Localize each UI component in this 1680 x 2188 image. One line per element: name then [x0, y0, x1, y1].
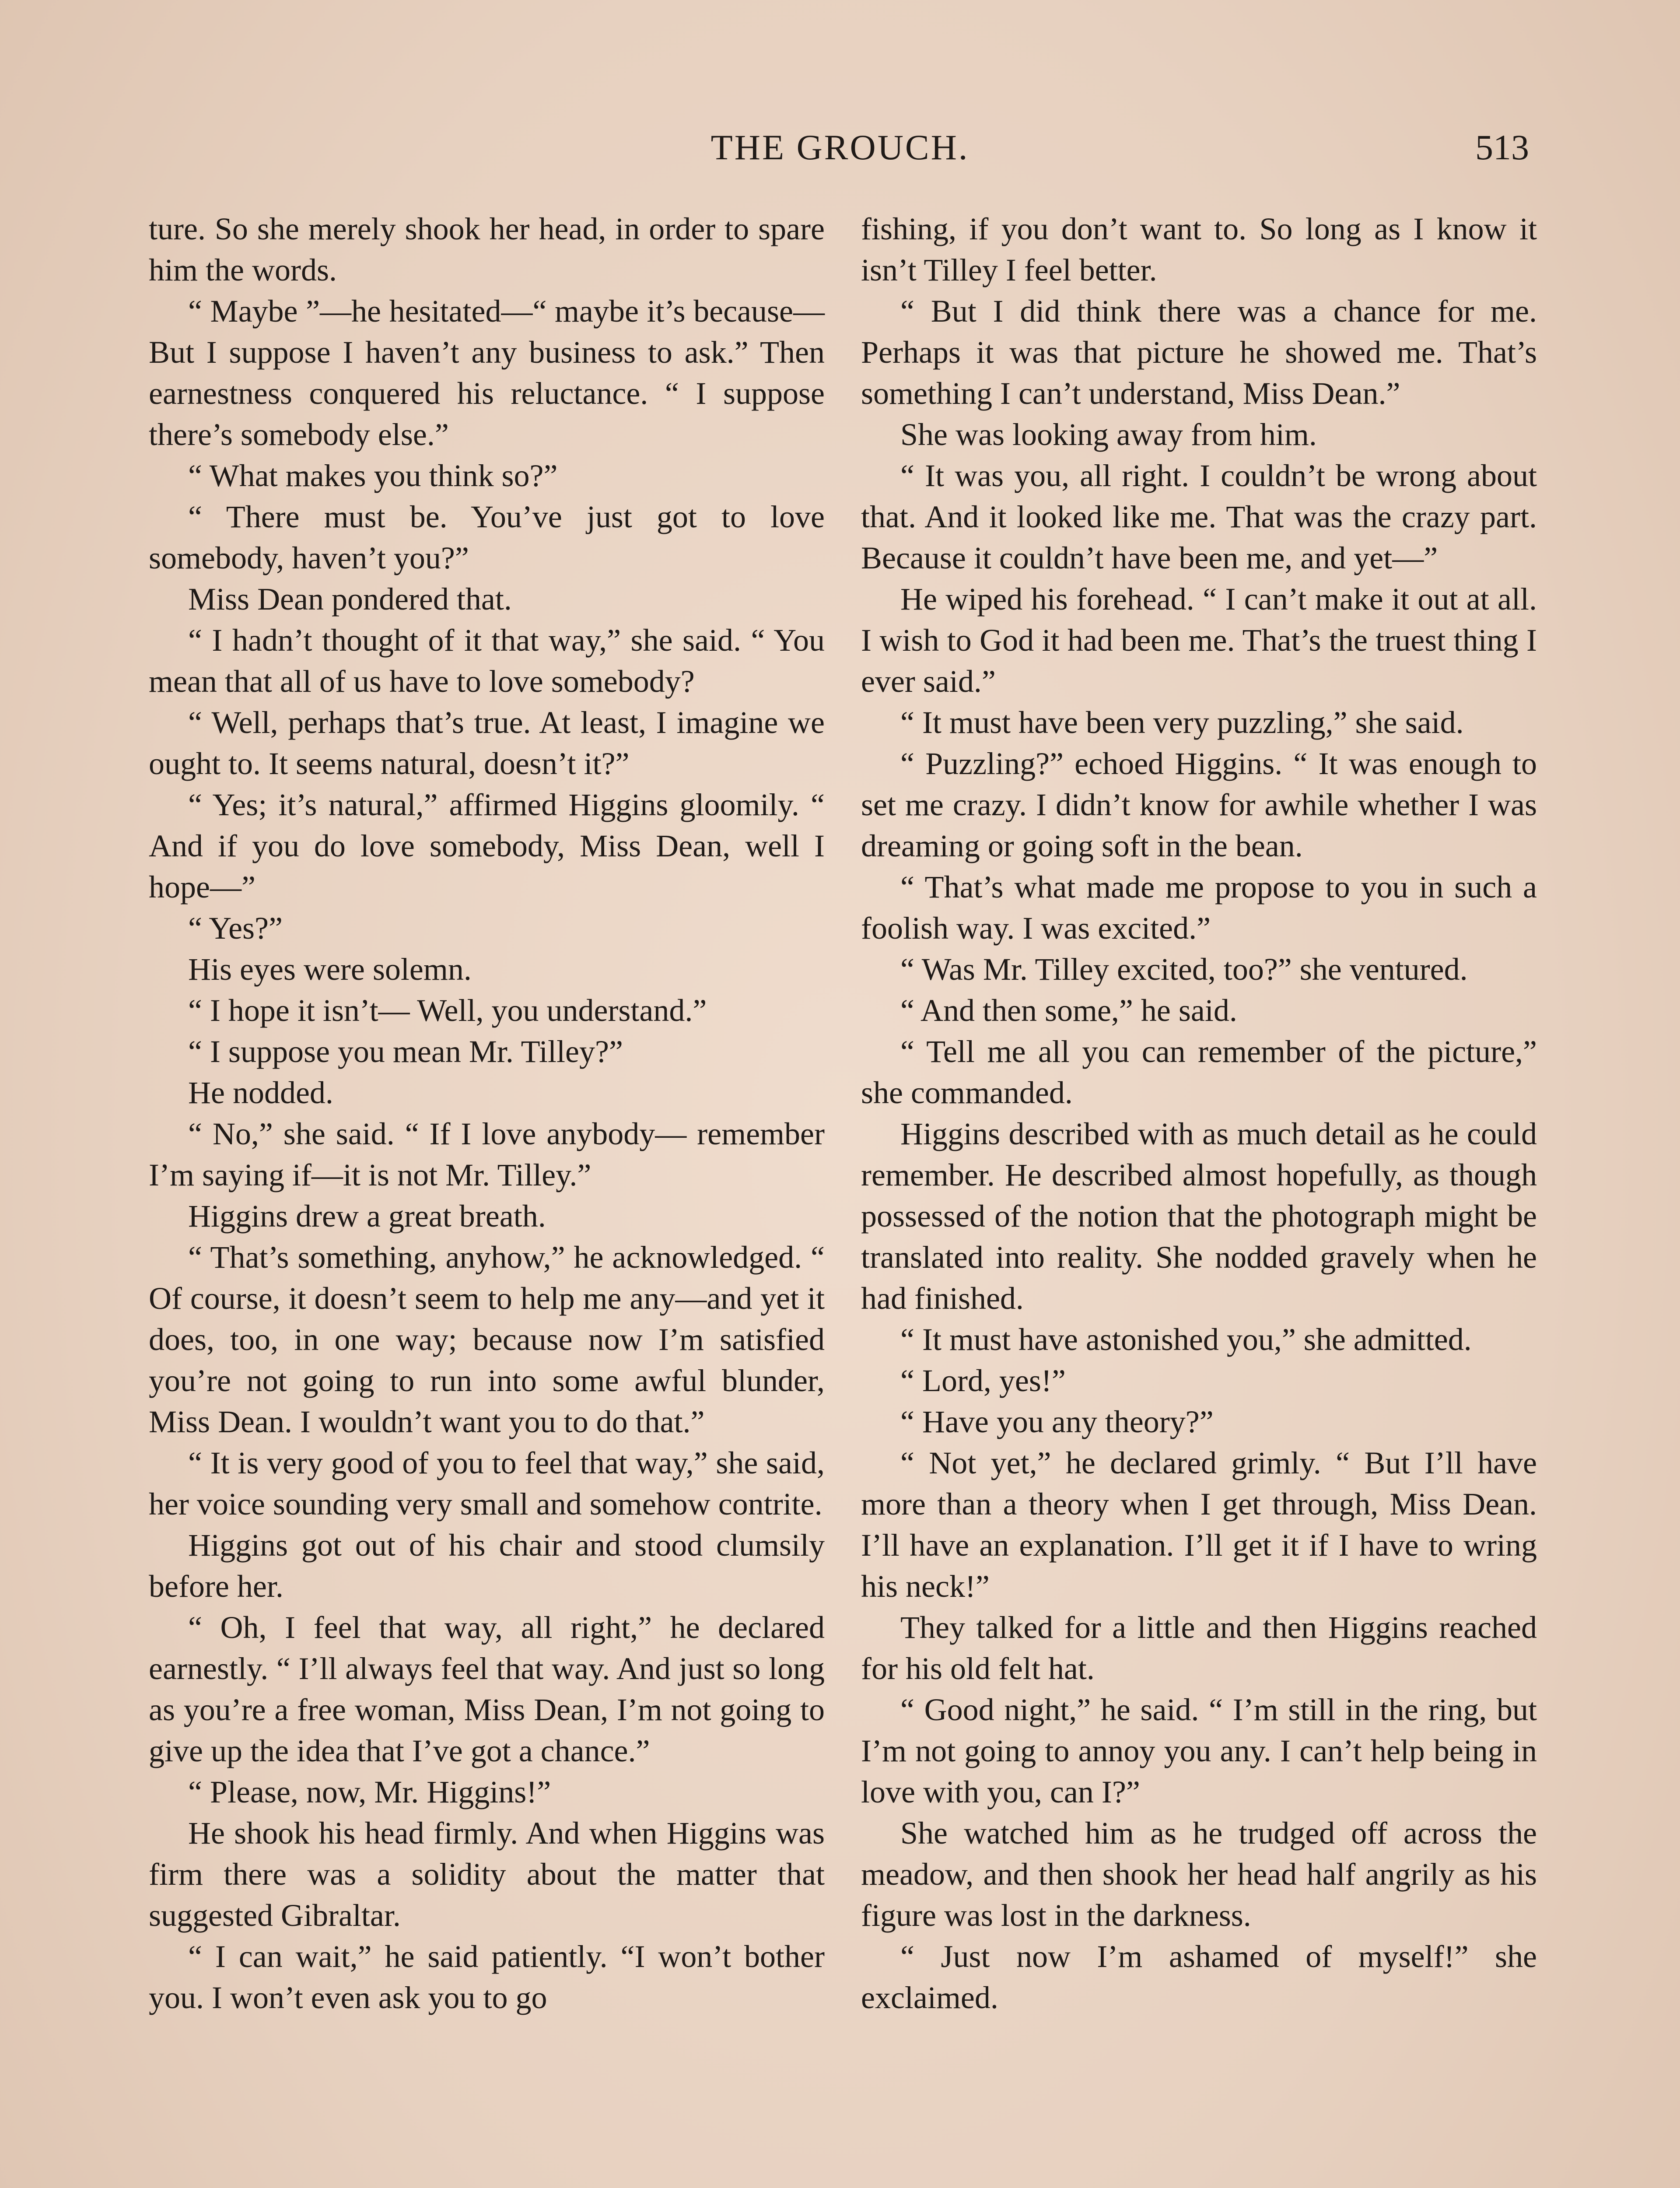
- paragraph: “ What makes you think so?”: [188, 458, 558, 493]
- paragraph: “ Lord, yes!”: [900, 1363, 1066, 1398]
- paragraph: Higgins got out of his chair and stood clumsily before her.: [149, 1528, 825, 1604]
- paragraph: Higgins described with as much detail as he could remember. He described almost hopefully, as though possessed of the notion that the photograph might be translated into reality. She nodded gravely when he had finished.: [861, 1116, 1537, 1316]
- paragraph: He wiped his forehead. “ I can’t make it out at all. I wish to God it had been me. That’s the truest thing I ever said.”: [861, 582, 1537, 699]
- paragraph: His eyes were solemn.: [188, 952, 472, 987]
- paragraph: They talked for a little and then Higgins reached for his old felt hat.: [861, 1610, 1537, 1686]
- paragraph: “ Yes?”: [188, 911, 283, 946]
- paragraph: “ I suppose you mean Mr. Tilley?”: [188, 1034, 623, 1069]
- paragraph: “ But I did think there was a chance for me. Perhaps it was that picture he showed me. That’s something I can’t understand, Miss Dean.”: [861, 294, 1537, 411]
- paragraph: “ Good night,” he said. “ I’m still in the ring, but I’m not going to annoy you any. I can’t help being in love with you, can I?”: [861, 1692, 1537, 1809]
- paragraph: “ Puzzling?” echoed Higgins. “ It was enough to set me crazy. I didn’t know for awhile whether I was dreaming or going soft in the bean.: [861, 746, 1537, 863]
- paragraph: “ It was you, all right. I couldn’t be wrong about that. And it looked like me. That was the crazy part. Because it couldn’t have been me, and yet—”: [861, 458, 1537, 575]
- paragraph: “ That’s what made me propose to you in such a foolish way. I was excited.”: [861, 870, 1537, 946]
- right-text-column: [861, 208, 1537, 2018]
- paragraph: “ Well, perhaps that’s true. At least, I imagine we ought to. It seems natural, doesn’t it?”: [149, 705, 825, 781]
- paragraph: “ Maybe ”—he hesitated—“ maybe it’s because— But I suppose I haven’t any business to ask.” Then earnestness conquered his reluctance. “ I suppose there’s somebody else.”: [149, 294, 825, 452]
- paragraph: “ Tell me all you can remember of the picture,” she commanded.: [861, 1034, 1537, 1110]
- paragraph: “ Not yet,” he declared grimly. “ But I’ll have more than a theory when I get through, Miss Dean. I’ll have an explanation. I’ll get it if I have to wring his neck!”: [861, 1445, 1537, 1604]
- page-number: 513: [1475, 127, 1529, 167]
- paragraph: “ Just now I’m ashamed of myself!” she exclaimed.: [861, 1939, 1537, 2015]
- paragraph: “ I hadn’t thought of it that way,” she said. “ You mean that all of us have to love somebody?: [149, 623, 825, 699]
- paragraph: “ Please, now, Mr. Higgins!”: [188, 1774, 551, 1809]
- left-text-column: [149, 208, 825, 2018]
- paragraph: “ There must be. You’ve just got to love somebody, haven’t you?”: [149, 499, 825, 575]
- paragraph: “ Oh, I feel that way, all right,” he declared earnestly. “ I’ll always feel that way. And just so long as you’re a free woman, Miss Dean, I’m not going to give up the idea that I’ve got a chance.”: [149, 1610, 825, 1768]
- paragraph: “ Yes; it’s natural,” affirmed Higgins gloomily. “ And if you do love somebody, Miss Dean, well I hope—”: [149, 787, 825, 905]
- paragraph: Higgins drew a great breath.: [188, 1199, 546, 1234]
- paragraph: fishing, if you don’t want to. So long as I know it isn’t Tilley I feel better.: [861, 211, 1537, 288]
- running-header: [0, 127, 1680, 179]
- paragraph: “ And then some,” he said.: [900, 993, 1237, 1028]
- paragraph: “ It must have astonished you,” she admitted.: [900, 1322, 1472, 1357]
- paragraph: “ No,” she said. “ If I love anybody— remember I’m saying if—it is not Mr. Tilley.”: [149, 1116, 825, 1192]
- paragraph: “ It must have been very puzzling,” she said.: [900, 705, 1464, 740]
- paragraph: He nodded.: [188, 1075, 333, 1110]
- paragraph: She was looking away from him.: [900, 417, 1317, 452]
- running-title: THE GROUCH.: [710, 127, 970, 167]
- paragraph: “ Was Mr. Tilley excited, too?” she ventured.: [900, 952, 1468, 987]
- paragraph: She watched him as he trudged off across the meadow, and then shook her head half angrily as his figure was lost in the darkness.: [861, 1816, 1537, 1933]
- paragraph: “ I can wait,” he said patiently. “I won’t bother you. I won’t even ask you to go: [149, 1939, 825, 2015]
- paragraph: “ It is very good of you to feel that way,” she said, her voice sounding very small and somehow contrite.: [149, 1445, 825, 1522]
- paragraph: He shook his head firmly. And when Higgins was firm there was a solidity about the matter that suggested Gibraltar.: [149, 1816, 825, 1933]
- paragraph: “ Have you any theory?”: [900, 1404, 1214, 1439]
- paragraph: Miss Dean pondered that.: [188, 582, 512, 617]
- paragraph: ture. So she merely shook her head, in order to spare him the words.: [149, 211, 825, 288]
- paragraph: “ That’s something, anyhow,” he acknowledged. “ Of course, it doesn’t seem to help me any—and yet it does, too, in one way; because now I’m satisfied you’re not going to run into some awful blunder, Miss Dean. I wouldn’t want you to do that.”: [149, 1240, 825, 1439]
- paragraph: “ I hope it isn’t— Well, you understand.”: [188, 993, 707, 1028]
